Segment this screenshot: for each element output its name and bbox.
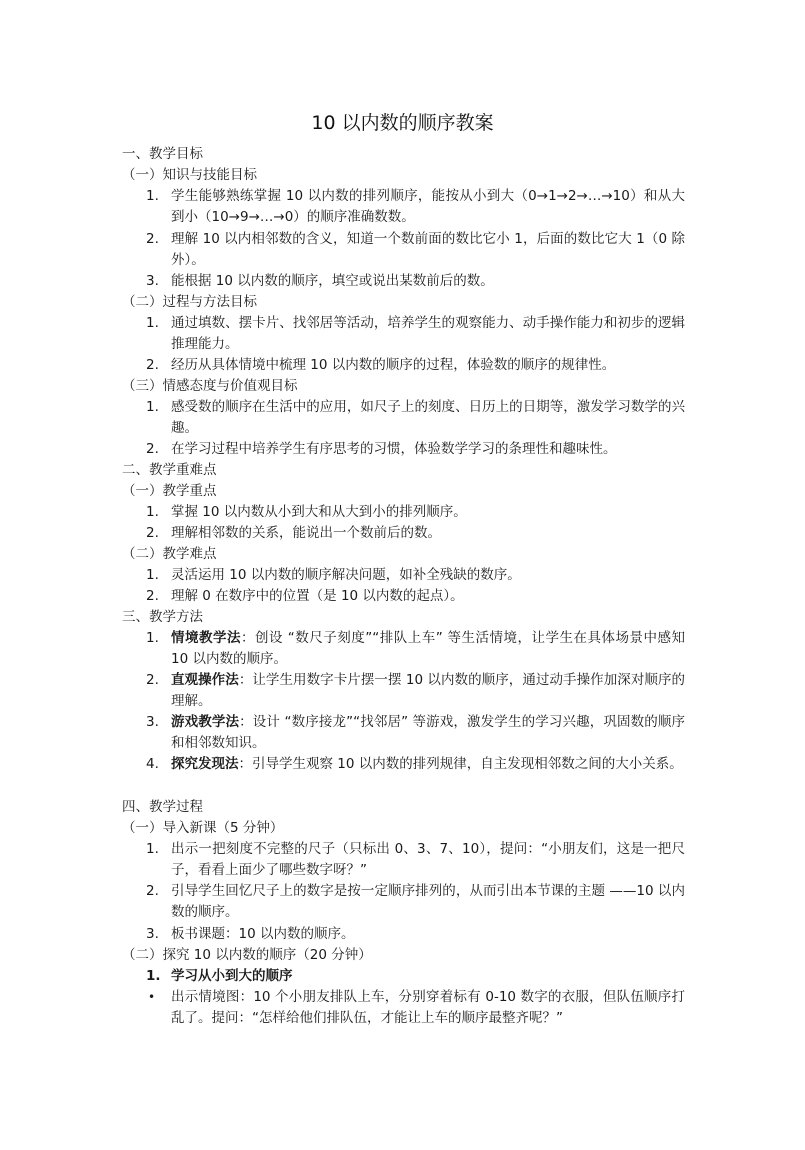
- list-item: 灵活运用 10 以内数的顺序解决问题，如补全残缺的数序。: [171, 567, 521, 583]
- list-item: 出示一把刻度不完整的尺子（只标出 0、3、7、10），提问：“小朋友们，这是一把尺子，看看上面少了哪些数字呀？”: [171, 841, 685, 878]
- list-item: 出示情境图：10 个小朋友排队上车，分别穿着标有 0-10 数字的衣服，但队伍顺序打乱了。提问：“怎样给他们排队伍，才能让上车的顺序最整齐呢？”: [171, 989, 685, 1026]
- page-title: 10 以内数的顺序教案: [311, 112, 494, 134]
- section-heading: 二、教学重难点: [122, 462, 217, 478]
- list-number: 4.: [146, 756, 159, 772]
- list-number: 1.: [146, 841, 159, 857]
- subsection-heading: （二）教学难点: [122, 546, 217, 562]
- list-number: 2.: [146, 525, 159, 541]
- list-number: 2.: [146, 883, 159, 899]
- list-number: 2.: [146, 672, 159, 688]
- list-number: 2.: [146, 588, 159, 604]
- method-label: 游戏教学法: [171, 714, 240, 730]
- bullet-icon: •: [148, 990, 156, 1004]
- subsection-heading: （一）知识与技能目标: [122, 167, 257, 183]
- method-text: ：设计 “数序接龙”“找邻居” 等游戏，激发学生的学习兴趣，巩固数的顺序和相邻数知识。: [171, 714, 686, 751]
- list-number: 1.: [146, 968, 161, 984]
- section-heading: 三、教学方法: [122, 609, 203, 625]
- list-item: 理解 10 以内相邻数的含义，知道一个数前面的数比它小 1，后面的数比它大 1（0 除外）。: [171, 231, 685, 268]
- list-item: 感受数的顺序在生活中的应用，如尺子上的刻度、日历上的日期等，激发学习数学的兴趣。: [171, 399, 685, 436]
- list-item: [171, 628, 685, 670]
- list-item: [171, 712, 685, 754]
- list-number: 1.: [146, 315, 159, 331]
- list-item: 掌握 10 以内数从小到大和从大到小的排列顺序。: [171, 504, 467, 520]
- method-text: ：让学生用数字卡片摆一摆 10 以内数的顺序，通过动手操作加深对顺序的理解。: [171, 672, 686, 709]
- list-item: 学生能够熟练掌握 10 以内数的排列顺序，能按从小到大（0→1→2→…→10）和从大到小（10→9→…→0）的顺序准确数数。: [171, 188, 685, 225]
- subsection-heading: （三）情感态度与价值观目标: [122, 378, 298, 394]
- list-item: 经历从具体情境中梳理 10 以内数的顺序的过程，体验数的顺序的规律性。: [171, 357, 616, 373]
- list-item: 能根据 10 以内数的顺序，填空或说出某数前后的数。: [171, 273, 494, 289]
- list-number: 1.: [146, 399, 159, 415]
- list-item: 通过填数、摆卡片、找邻居等活动，培养学生的观察能力、动手操作能力和初步的逻辑推理能力。: [171, 315, 685, 352]
- subsection-heading: （一）导入新课（5 分钟）: [122, 820, 284, 836]
- list-number: 1.: [146, 188, 159, 204]
- list-item: 板书课题：10 以内数的顺序。: [171, 926, 355, 942]
- list-number: 2.: [146, 357, 159, 373]
- method-label: 情境教学法: [171, 630, 241, 646]
- list-number: 3.: [146, 926, 159, 942]
- method-label: 直观操作法: [171, 672, 239, 688]
- subsection-heading: （一）教学重点: [122, 483, 217, 499]
- list-item: 在学习过程中培养学生有序思考的习惯，体验数学学习的条理性和趣味性。: [171, 441, 617, 457]
- list-number: 2.: [146, 231, 159, 247]
- list-number: 3.: [146, 273, 159, 289]
- method-text: ：创设 “数尺子刻度”“排队上车” 等生活情境，让学生在具体场景中感知 10 以内数的顺序。: [171, 630, 686, 667]
- section-heading: 一、教学目标: [122, 146, 203, 162]
- list-item: [171, 754, 685, 775]
- list-number: 3.: [146, 714, 159, 730]
- list-item: 学习从小到大的顺序: [171, 968, 293, 984]
- method-text: ：引导学生观察 10 以内数的排列规律，自主发现相邻数之间的大小关系。: [238, 756, 683, 772]
- method-label: 探究发现法: [171, 756, 239, 772]
- list-item: 理解 0 在数序中的位置（是 10 以内数的起点）。: [171, 588, 464, 604]
- list-number: 1.: [146, 630, 159, 646]
- list-item: 引导学生回忆尺子上的数字是按一定顺序排列的，从而引出本节课的主题 ——10 以内数的顺序。: [171, 883, 685, 920]
- list-number: 2.: [146, 441, 159, 457]
- subsection-heading: （二）探究 10 以内数的顺序（20 分钟）: [122, 947, 372, 963]
- section-heading: 四、教学过程: [122, 799, 203, 815]
- list-number: 1.: [146, 567, 159, 583]
- subsection-heading: （二）过程与方法目标: [122, 294, 257, 310]
- list-number: 1.: [146, 504, 159, 520]
- list-item: 理解相邻数的关系，能说出一个数前后的数。: [171, 525, 441, 541]
- list-item: [171, 670, 685, 712]
